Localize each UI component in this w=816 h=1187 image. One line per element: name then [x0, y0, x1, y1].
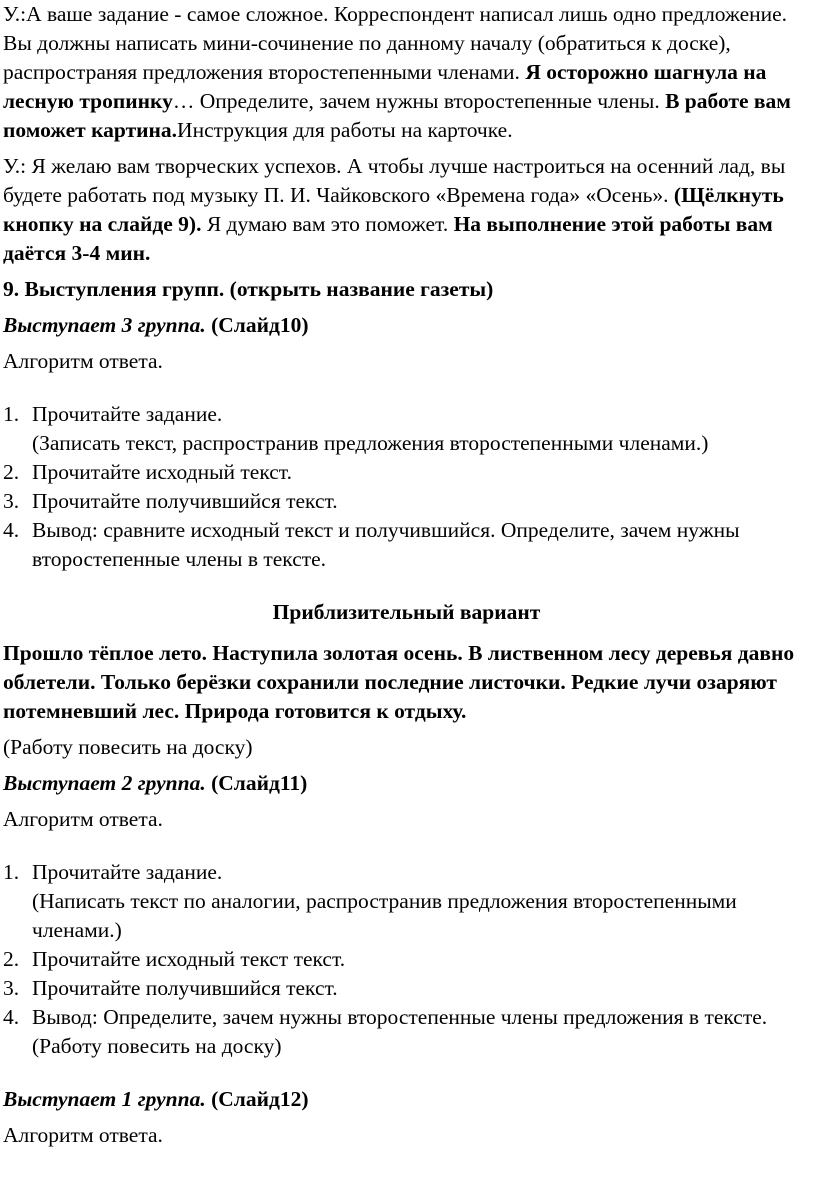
intro-text-1: У.:А ваше задание - самое сложное. Корреспондент написал лишь одно предложение. Вы должны написать мини-сочинение по данному началу (обратиться к доске), распространяя предложения второстепенными членами.: [3, 2, 788, 84]
group-1-algorithm-label: Алгоритм ответа.: [3, 1123, 163, 1147]
list-item: 3. Прочитайте получившийся текст.: [3, 489, 338, 513]
group-2-steps: [3, 858, 810, 1061]
group-3-heading: Выступает 3 группа. (Слайд10): [3, 313, 309, 337]
music-paragraph: [3, 152, 810, 268]
group-3-algorithm-label: Алгоритм ответа.: [3, 349, 163, 373]
music-bold-2: На выполнение этой работы вам даётся 3-4 мин.: [3, 212, 773, 265]
list-item: 4. Вывод: сравните исходный текст и получившийся. Определите, зачем нужны второстепенные члены в тексте.: [3, 518, 740, 571]
music-bold-1: (Щёлкнуть кнопку на слайде 9).: [3, 183, 784, 236]
music-text-2: Я думаю вам это поможет.: [201, 212, 454, 236]
variant-title: Приблизительный вариант: [272, 600, 541, 624]
group-2-heading: Выступает 2 группа. (Слайд11): [3, 771, 308, 795]
group-3-steps: [3, 400, 810, 574]
list-item: 3. Прочитайте получившийся текст.: [3, 976, 338, 1000]
section-heading-9: 9. Выступления групп. (открыть название газеты): [3, 277, 494, 301]
intro-text-3: Инструкция для работы на карточке.: [177, 118, 513, 142]
group-1-heading: Выступает 1 группа. (Слайд12): [3, 1087, 309, 1111]
list-item: 1. Прочитайте задание. (Записать текст, распространив предложения второстепенными членами.): [3, 402, 709, 455]
intro-paragraph: [3, 0, 810, 145]
list-item: 2. Прочитайте исходный текст текст.: [3, 947, 346, 971]
intro-text-2: … Определите, зачем нужны второстепенные члены.: [172, 89, 666, 113]
variant-text: Прошло тёплое лето. Наступила золотая осень. В лиственном лесу деревья давно облетели. Только берёзки сохранили последние листочки. Редкие лучи озаряют потемневший лес. Природа готовится к отдыху.: [3, 641, 795, 723]
list-item: 1. Прочитайте задание. (Написать текст по аналогии, распространив предложения второстепенными членами.): [3, 860, 737, 942]
intro-bold-sentence: Я осторожно шагнула на лесную тропинку: [3, 60, 767, 113]
list-item: 2. Прочитайте исходный текст.: [3, 460, 292, 484]
group-2-algorithm-label: Алгоритм ответа.: [3, 807, 163, 831]
music-text-1: У.: Я желаю вам творческих успехов. А чтобы лучше настроиться на осенний лад, вы будете работать под музыку П. И. Чайковского «Времена года» «Осень».: [3, 154, 786, 207]
intro-bold-hint: В работе вам поможет картина.: [3, 89, 791, 142]
list-item: 4. Вывод: Определите, зачем нужны второстепенные члены предложения в тексте. (Работу повесить на доску): [3, 1005, 768, 1058]
variant-note: (Работу повесить на доску): [3, 735, 253, 759]
